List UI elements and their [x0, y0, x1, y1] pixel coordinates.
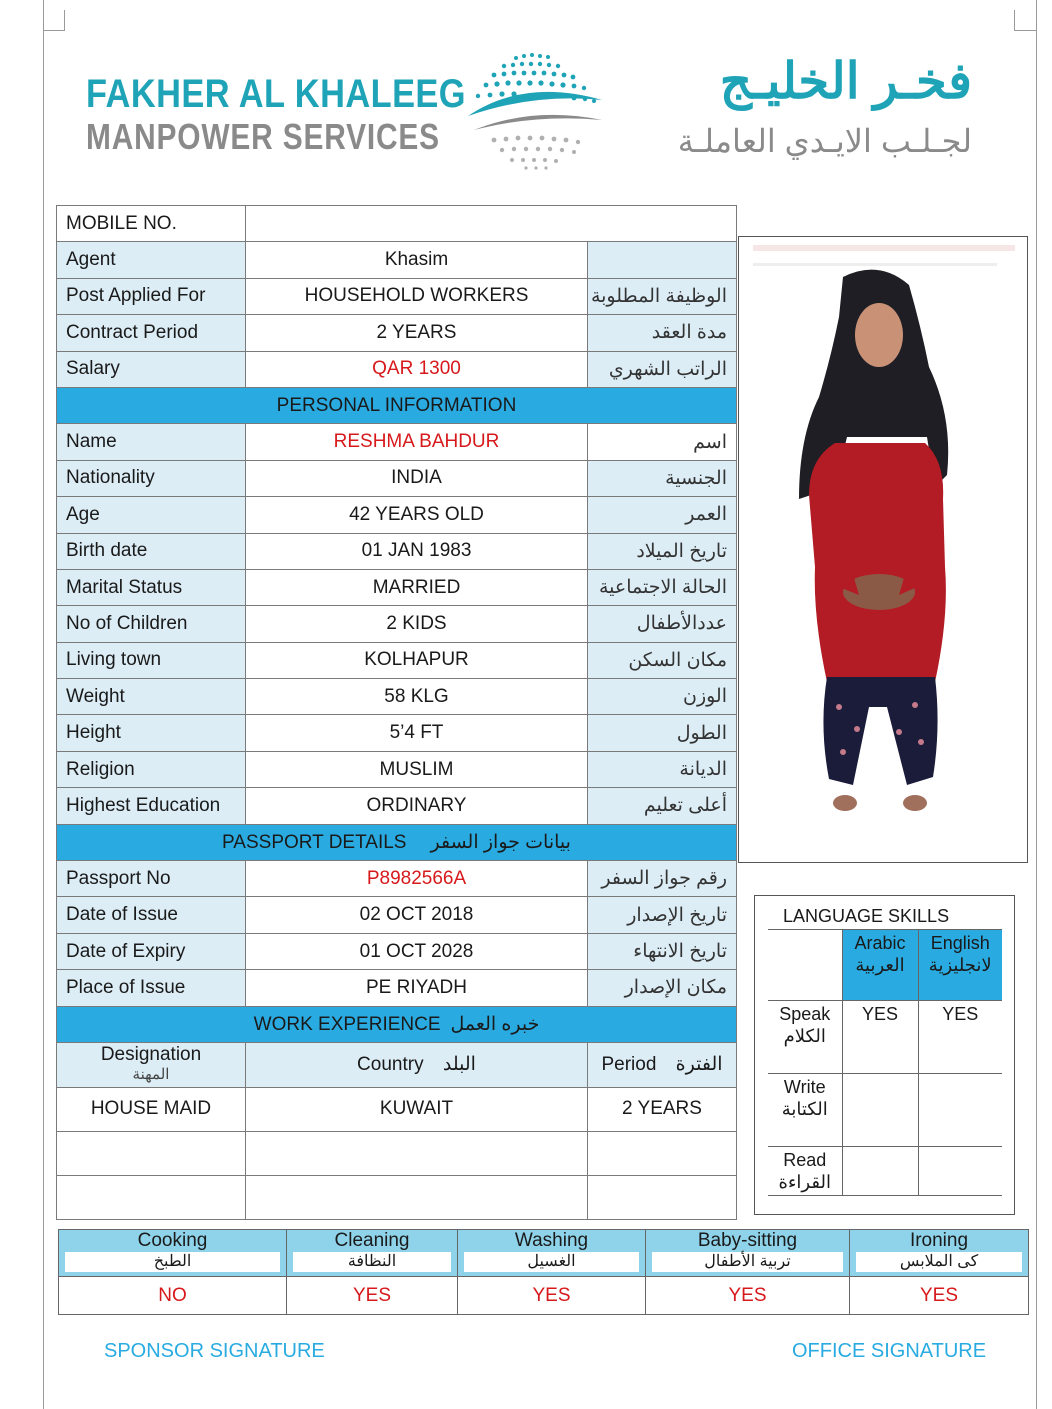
household-skills-table — [58, 1229, 1029, 1315]
passport-header-title: PASSPORT DETAILS — [222, 831, 407, 853]
table-row — [57, 497, 737, 533]
designation-header-ar: المهنة — [132, 1065, 170, 1083]
arabic-header-ar: العربية — [855, 955, 905, 975]
name-label: Name — [57, 424, 246, 460]
nationality-label: Nationality — [57, 460, 246, 496]
age-label-ar: العمر — [588, 497, 737, 533]
table-row — [57, 242, 737, 278]
passport-no-label: Passport No — [57, 861, 246, 897]
arabic-column-header — [842, 930, 918, 1001]
mobile-value — [246, 206, 737, 242]
crop-mark — [64, 10, 65, 31]
read-label-en: Read — [783, 1150, 827, 1170]
salary-value: QAR 1300 — [246, 351, 588, 387]
company-subtitle-en: MANPOWER SERVICES — [86, 116, 440, 157]
table-row — [57, 642, 737, 678]
skill-cleaning-label: Cleaning — [334, 1230, 410, 1251]
crop-mark — [1014, 30, 1036, 31]
religion-label: Religion — [57, 751, 246, 787]
table-row — [57, 788, 737, 824]
birth-label: Birth date — [57, 533, 246, 569]
applicant-photo — [738, 236, 1028, 863]
page-border-left — [43, 0, 44, 1409]
skill-cooking-value: NO — [59, 1277, 287, 1315]
write-row-label — [768, 1074, 842, 1147]
nationality-value: INDIA — [246, 460, 588, 496]
passport-no-value: P8982566A — [246, 861, 588, 897]
skill-washing-value: YES — [458, 1277, 646, 1315]
table-row — [768, 1001, 1002, 1074]
marital-value: MARRIED — [246, 569, 588, 605]
speak-row-label — [768, 1001, 842, 1074]
table-row — [768, 1074, 1002, 1147]
write-label-en: Write — [783, 1077, 826, 1097]
read-row-label — [768, 1147, 842, 1196]
write-english-value — [918, 1074, 1002, 1147]
section-header-row — [57, 387, 737, 423]
section-header-row — [57, 1006, 737, 1042]
table-row — [57, 1087, 737, 1131]
children-label: No of Children — [57, 606, 246, 642]
height-value: 5’4 FT — [246, 715, 588, 751]
language-skills-table — [768, 929, 1002, 1196]
table-row — [768, 1147, 1002, 1196]
table-row — [57, 206, 737, 242]
agent-label-ar — [588, 242, 737, 278]
post-value: HOUSEHOLD WORKERS — [246, 278, 588, 314]
post-label: Post Applied For — [57, 278, 246, 314]
section-header-row — [57, 824, 737, 860]
table-row — [57, 315, 737, 351]
speak-arabic-value: YES — [842, 1001, 918, 1074]
children-label-ar: عددالأطفال — [588, 606, 737, 642]
skill-cleaning-label-ar: النظافة — [293, 1252, 451, 1272]
skill-cooking-label: Cooking — [137, 1230, 208, 1251]
table-row — [57, 1175, 737, 1219]
country-header-ar: البلد — [442, 1053, 476, 1075]
sponsor-signature-label: SPONSOR SIGNATURE — [104, 1340, 325, 1362]
weight-label-ar: الوزن — [588, 679, 737, 715]
designation-header-en: Designation — [100, 1043, 202, 1065]
skill-cooking-label-ar: الطبخ — [65, 1252, 280, 1272]
office-signature-label: OFFICE SIGNATURE — [792, 1340, 987, 1362]
contract-label: Contract Period — [57, 315, 246, 351]
write-label-ar: الكتابة — [781, 1099, 828, 1119]
mobile-label: MOBILE NO. — [57, 206, 246, 242]
height-label: Height — [57, 715, 246, 751]
religion-value: MUSLIM — [246, 751, 588, 787]
country-header-en: Country — [357, 1053, 424, 1075]
town-value: KOLHAPUR — [246, 642, 588, 678]
skill-babysitting-header — [646, 1230, 850, 1277]
name-value: RESHMA BAHDUR — [246, 424, 588, 460]
company-emblem-icon — [464, 48, 604, 173]
page-border-right — [1036, 0, 1037, 1409]
education-label-ar: أعلى تعليم — [588, 788, 737, 824]
town-label-ar: مكان السكن — [588, 642, 737, 678]
country-header — [246, 1042, 588, 1087]
expiry-date-value: 01 OCT 2028 — [246, 933, 588, 969]
skill-ironing-label: Ironing — [909, 1230, 969, 1251]
company-name-ar: فخـر الخليـج — [719, 53, 972, 109]
religion-label-ar: الديانة — [588, 751, 737, 787]
arabic-header-en: Arabic — [854, 933, 906, 953]
table-row — [57, 1042, 737, 1087]
company-name-en: FAKHER AL KHALEEG — [86, 72, 466, 116]
work-period-value: 2 YEARS — [588, 1087, 737, 1131]
skill-washing-label: Washing — [514, 1230, 589, 1251]
read-arabic-value — [842, 1147, 918, 1196]
skill-babysitting-value: YES — [646, 1277, 850, 1315]
name-label-ar: اسم — [588, 424, 737, 460]
speak-label-en: Speak — [779, 1004, 831, 1024]
expiry-date-label-ar: تاريخ الانتهاء — [588, 933, 737, 969]
education-value: ORDINARY — [246, 788, 588, 824]
issue-date-label-ar: تاريخ الإصدار — [588, 897, 737, 933]
language-skills-panel — [754, 895, 1015, 1215]
skill-cleaning-value: YES — [287, 1277, 458, 1315]
table-row — [57, 897, 737, 933]
expiry-date-label: Date of Expiry — [57, 933, 246, 969]
passport-header — [57, 824, 737, 860]
issue-place-label: Place of Issue — [57, 970, 246, 1006]
table-row — [57, 1131, 737, 1175]
marital-label-ar: الحالة الاجتماعية — [588, 569, 737, 605]
table-row — [57, 424, 737, 460]
table-row — [57, 460, 737, 496]
weight-label: Weight — [57, 679, 246, 715]
issue-date-value: 02 OCT 2018 — [246, 897, 588, 933]
table-row — [57, 606, 737, 642]
skill-ironing-value: YES — [850, 1277, 1029, 1315]
crop-mark — [43, 30, 65, 31]
table-row — [57, 533, 737, 569]
applicant-photo-image — [739, 237, 1027, 862]
passport-no-label-ar: رقم جواز السفر — [588, 861, 737, 897]
table-row — [57, 569, 737, 605]
age-value: 42 YEARS OLD — [246, 497, 588, 533]
work-header-title: WORK EXPERIENCE — [253, 1013, 441, 1035]
education-label: Highest Education — [57, 788, 246, 824]
table-row — [57, 715, 737, 751]
town-label: Living town — [57, 642, 246, 678]
nationality-label-ar: الجنسية — [588, 460, 737, 496]
age-label: Age — [57, 497, 246, 533]
period-header-en: Period — [601, 1053, 657, 1075]
marital-label: Marital Status — [57, 569, 246, 605]
issue-date-label: Date of Issue — [57, 897, 246, 933]
skill-washing-header — [458, 1230, 646, 1277]
skill-cleaning-header — [287, 1230, 458, 1277]
children-value: 2 KIDS — [246, 606, 588, 642]
personal-info-header: PERSONAL INFORMATION — [57, 387, 737, 423]
contract-value: 2 YEARS — [246, 315, 588, 351]
speak-english-value: YES — [918, 1001, 1002, 1074]
table-row — [57, 351, 737, 387]
table-row — [57, 751, 737, 787]
skill-ironing-label-ar: کی الملابس — [856, 1252, 1022, 1272]
crop-mark — [1014, 10, 1015, 31]
skill-babysitting-label-ar: تربية الأطفال — [652, 1252, 843, 1272]
skill-babysitting-label: Baby-sitting — [697, 1230, 798, 1251]
period-header-ar: الفترة — [675, 1053, 723, 1075]
table-row — [768, 930, 1002, 1001]
weight-value: 58 KLG — [246, 679, 588, 715]
work-designation-value: HOUSE MAID — [57, 1087, 246, 1131]
english-column-header — [918, 930, 1002, 1001]
table-row — [57, 679, 737, 715]
language-skills-title: LANGUAGE SKILLS — [783, 906, 950, 926]
issue-place-label-ar: مكان الإصدار — [588, 970, 737, 1006]
english-header-en: English — [930, 933, 990, 953]
table-row — [57, 933, 737, 969]
contract-label-ar: مدة العقد — [588, 315, 737, 351]
work-experience-header — [57, 1006, 737, 1042]
table-row — [59, 1277, 1029, 1315]
birth-value: 01 JAN 1983 — [246, 533, 588, 569]
passport-header-title-ar: بيانات جواز السفر — [430, 831, 571, 853]
table-row — [59, 1230, 1029, 1277]
read-english-value — [918, 1147, 1002, 1196]
salary-label-ar: الراتب الشهري — [588, 351, 737, 387]
table-row — [57, 278, 737, 314]
skill-ironing-header — [850, 1230, 1029, 1277]
agent-value: Khasim — [246, 242, 588, 278]
work-country-value: KUWAIT — [246, 1087, 588, 1131]
designation-header — [57, 1042, 246, 1087]
company-subtitle-ar: لجـلـب الايـدي العاملـة — [677, 123, 972, 159]
applicant-details-table — [56, 205, 737, 1220]
period-header — [588, 1042, 737, 1087]
birth-label-ar: تاريخ الميلاد — [588, 533, 737, 569]
issue-place-value: PE RIYADH — [246, 970, 588, 1006]
write-arabic-value — [842, 1074, 918, 1147]
read-label-ar: القراءة — [778, 1172, 831, 1192]
post-label-ar: الوظيفة المطلوبة — [588, 278, 737, 314]
skill-washing-label-ar: الغسيل — [464, 1252, 639, 1272]
salary-label: Salary — [57, 351, 246, 387]
speak-label-ar: الكلام — [783, 1026, 826, 1046]
table-row — [57, 970, 737, 1006]
skill-cooking-header — [59, 1230, 287, 1277]
table-row — [57, 861, 737, 897]
height-label-ar: الطول — [588, 715, 737, 751]
work-header-title-ar: خبره العمل — [450, 1013, 540, 1035]
english-header-ar: لانجليزية — [928, 955, 992, 975]
agent-label: Agent — [57, 242, 246, 278]
